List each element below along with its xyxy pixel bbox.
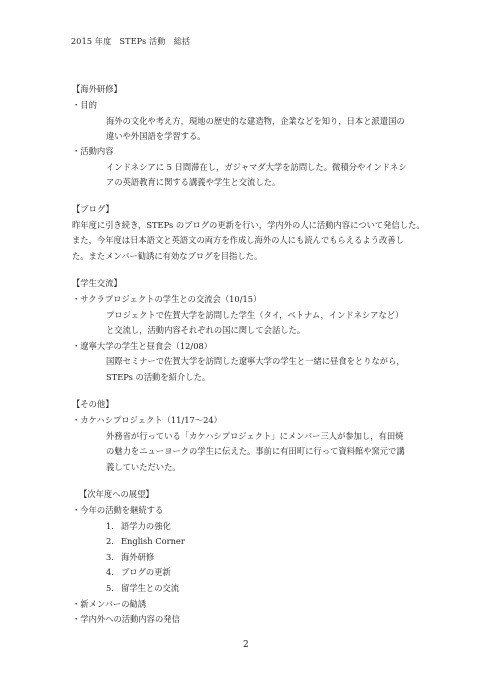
purpose-line: 違いや外国語を学習する。: [106, 131, 206, 141]
continue-label: ・今年の活動を継続する: [72, 505, 164, 515]
page-number: 2: [243, 640, 249, 650]
content-line: アの英語教育に関する講義や学生と交流した。: [106, 177, 281, 187]
list-item-number: 4.: [106, 567, 114, 577]
list-item: [106, 536, 185, 547]
other-item-line: 義していただいた。: [106, 462, 181, 472]
purpose-line: 海外の文化や考え方，現地の歴史的な建造物，企業などを知り，日本と派遣国の: [106, 116, 405, 126]
purpose-label: ・目的: [72, 100, 97, 110]
list-item-number: 2.: [106, 536, 114, 546]
section-heading-blog: 【ブログ】: [72, 204, 114, 214]
page-header: 2015 年度 STEPs 活動 総括: [71, 37, 191, 46]
blog-line: 昨年度に引き続き，STEPs のブログの更新を行い，学内外の人に活動内容について発信した。: [72, 220, 425, 230]
other-item-line: 外務省が行っている「カケハシプロジェクト」にメンバー三人が参加し，有田焼: [106, 431, 404, 441]
list-item-text: 留学生との交流: [121, 583, 180, 593]
list-item-number: 5.: [106, 583, 114, 593]
list-item-text: 海外研修: [121, 552, 155, 562]
content-label: ・活動内容: [72, 146, 114, 156]
blog-line: た。またメンバー勧誘に有効なブログを目指した。: [72, 251, 263, 261]
other-item-label: ・カケハシプロジェクト（11/17〜24）: [72, 415, 222, 425]
content-line: インドネシアに 5 日間滞在し，ガジャマダ大学を訪問した。微積分やインドネシ: [106, 162, 407, 172]
list-item-number: 3.: [106, 552, 114, 562]
exchange-item-line: STEPs の活動を紹介した。: [106, 372, 211, 382]
list-item-number: 1.: [106, 521, 114, 531]
exchange-item-line: 国際セミナーで佐賀大学を訪問した遼寧大学の学生と一緒に昼食をとりながら，: [106, 356, 405, 366]
list-item: [106, 552, 154, 563]
recruit-label: ・新メンバーの勧誘: [72, 599, 147, 609]
exchange-item-label: ・サクラプロジェクトの学生との交流会（10/15）: [72, 294, 262, 304]
section-heading-next: 【次年度への展望】: [79, 489, 154, 499]
section-heading-other: 【その他】: [72, 399, 114, 409]
list-item-text: 語学力の強化: [121, 521, 171, 531]
section-heading-exchange: 【学生交流】: [72, 278, 122, 288]
list-item-text: English Corner: [121, 536, 185, 546]
exchange-item-label: ・遼寧大学の学生と昼食会（12/08）: [72, 341, 213, 351]
exchange-item-line: と交流し，活動内容それぞれの国に関して会話した。: [106, 325, 306, 335]
list-item: [106, 521, 171, 532]
list-item: [106, 583, 179, 594]
section-heading-overseas: 【海外研修】: [72, 84, 122, 94]
list-item-text: ブログの更新: [121, 567, 171, 577]
exchange-item-line: プロジェクトで佐賀大学を訪問した学生（タイ，ベトナム，インドネシアなど）: [106, 310, 404, 320]
blog-line: また，今年度は日本語文と英語文の両方を作成し海外の人にも読んでもらえるよう改善し: [72, 235, 404, 245]
list-item: [106, 567, 171, 578]
other-item-line: の魅力をニューヨークの学生に伝えた。事前に有田町に行って資料館や窯元で講: [106, 446, 405, 456]
send-label: ・学内外への活動内容の発信: [72, 614, 180, 624]
